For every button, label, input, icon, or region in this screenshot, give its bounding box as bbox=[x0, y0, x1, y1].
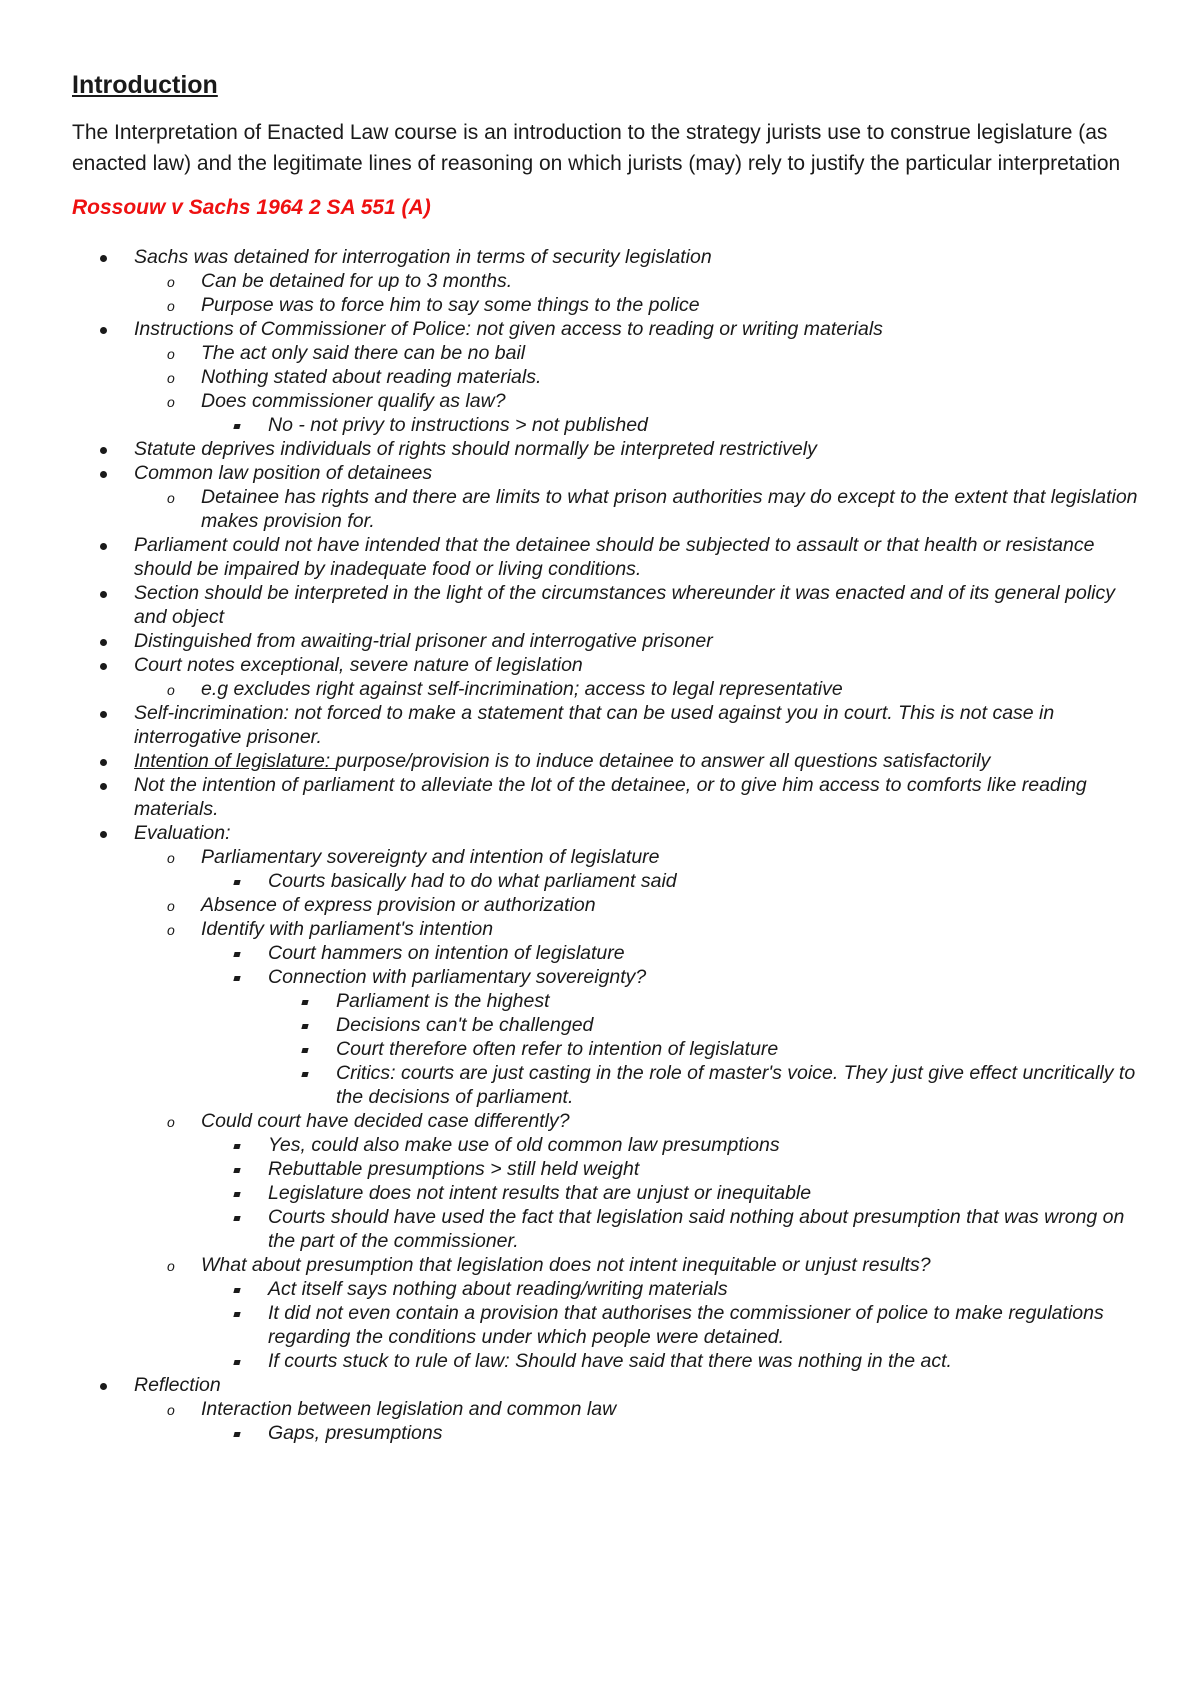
outline-item-text: No - not privy to instructions > not published bbox=[268, 414, 648, 436]
outline-item-text: Not the intention of parliament to alleviate the lot of the detainee, or to give him access to comforts like reading materials. bbox=[134, 774, 1087, 820]
circle-bullet-icon: o bbox=[167, 298, 175, 314]
outline-item-text: Self-incrimination: not forced to make a statement that can be used against you in court. This is not case in interrogative prisoner. bbox=[134, 702, 1055, 748]
outline-item bbox=[72, 869, 1142, 893]
outline-item-text: Critics: courts are just casting in the role of master's voice. They just give effect uncritically to the decisions of parliament. bbox=[336, 1062, 1136, 1108]
outline-item-text: What about presumption that legislation does not intent inequitable or unjust results? bbox=[201, 1254, 931, 1276]
circle-bullet-icon: o bbox=[167, 922, 175, 938]
outline-item bbox=[72, 749, 1142, 773]
outline-item-text: If courts stuck to rule of law: Should have said that there was nothing in the act. bbox=[268, 1350, 952, 1372]
circle-bullet-icon: o bbox=[167, 682, 175, 698]
case-notes-outline bbox=[72, 245, 1142, 1445]
outline-item-text: Act itself says nothing about reading/writing materials bbox=[268, 1278, 728, 1300]
outline-item-text: Parliament could not have intended that the detainee should be subjected to assault or that health or resistance should be impaired by inadequate food or living conditions. bbox=[134, 534, 1095, 580]
circle-bullet-icon: o bbox=[167, 394, 175, 410]
outline-item bbox=[72, 1301, 1142, 1349]
outline-item-text: Parliament is the highest bbox=[336, 990, 550, 1012]
outline-item bbox=[72, 1205, 1142, 1253]
outline-item-underlined-text: Intention of legislature: bbox=[134, 750, 336, 772]
circle-bullet-icon: o bbox=[167, 346, 175, 362]
outline-item bbox=[72, 533, 1142, 581]
outline-item bbox=[72, 341, 1142, 365]
outline-item bbox=[72, 1181, 1142, 1205]
outline-item-text: Parliamentary sovereignty and intention of legislature bbox=[201, 846, 660, 868]
outline-item-text: Decisions can't be challenged bbox=[336, 1014, 594, 1036]
outline-item bbox=[72, 245, 1142, 269]
outline-item bbox=[72, 1061, 1142, 1109]
circle-bullet-icon: o bbox=[167, 1114, 175, 1130]
outline-item bbox=[72, 1397, 1142, 1421]
circle-bullet-icon: o bbox=[167, 1402, 175, 1418]
outline-item bbox=[72, 1373, 1142, 1397]
outline-item bbox=[72, 893, 1142, 917]
outline-item bbox=[72, 581, 1142, 629]
outline-item-text: Purpose was to force him to say some things to the police bbox=[201, 294, 700, 316]
outline-item bbox=[72, 677, 1142, 701]
outline-item bbox=[72, 1253, 1142, 1277]
outline-item-text: Courts basically had to do what parliament said bbox=[268, 870, 677, 892]
outline-item-text: Sachs was detained for interrogation in terms of security legislation bbox=[134, 246, 712, 268]
outline-item-text: Interaction between legislation and common law bbox=[201, 1398, 617, 1420]
outline-item-text: Distinguished from awaiting-trial prisoner and interrogative prisoner bbox=[134, 630, 713, 652]
outline-item-text: Absence of express provision or authorization bbox=[201, 894, 596, 916]
outline-item-text: Connection with parliamentary sovereignty? bbox=[268, 966, 647, 988]
outline-item-text: Rebuttable presumptions > still held weight bbox=[268, 1158, 640, 1180]
circle-bullet-icon: o bbox=[167, 370, 175, 386]
outline-item-text: Court therefore often refer to intention of legislature bbox=[336, 1038, 779, 1060]
outline-item-text: Common law position of detainees bbox=[134, 462, 433, 484]
outline-item bbox=[72, 1109, 1142, 1133]
circle-bullet-icon: o bbox=[167, 274, 175, 290]
outline-item bbox=[72, 461, 1142, 485]
intro-paragraph: The Interpretation of Enacted Law course is an introduction to the strategy jurists use to construe legislature (as enacted law) and the legitimate lines of reasoning on which jurists (may) rely to justify the particular interpretation bbox=[72, 121, 1121, 175]
outline-item-text: Identify with parliament's intention bbox=[201, 918, 494, 940]
outline-item-text: Legislature does not intent results that are unjust or inequitable bbox=[268, 1182, 812, 1204]
circle-bullet-icon: o bbox=[167, 1258, 175, 1274]
page-title: Introduction bbox=[72, 71, 218, 99]
outline-item bbox=[72, 1013, 1142, 1037]
document-page bbox=[72, 70, 1142, 1445]
circle-bullet-icon: o bbox=[167, 490, 175, 506]
outline-item-text: Section should be interpreted in the light of the circumstances whereunder it was enacted and of its general policy and object bbox=[134, 582, 1115, 628]
outline-item bbox=[72, 1349, 1142, 1373]
outline-item bbox=[72, 1277, 1142, 1301]
outline-item-text bbox=[134, 750, 990, 772]
outline-item bbox=[72, 917, 1142, 941]
outline-item bbox=[72, 293, 1142, 317]
outline-item-text: Reflection bbox=[134, 1374, 221, 1396]
outline-item-text: Courts should have used the fact that legislation said nothing about presumption that was wrong on the part of the commissioner. bbox=[268, 1206, 1125, 1252]
outline-item bbox=[72, 965, 1142, 989]
outline-item-text: Nothing stated about reading materials. bbox=[201, 366, 542, 388]
outline-item-text: Could court have decided case differently? bbox=[201, 1110, 570, 1132]
outline-item-text: The act only said there can be no bail bbox=[201, 342, 526, 364]
outline-item bbox=[72, 485, 1142, 533]
circle-bullet-icon: o bbox=[167, 898, 175, 914]
outline-item bbox=[72, 269, 1142, 293]
outline-item-text: Instructions of Commissioner of Police: not given access to reading or writing materials bbox=[134, 318, 883, 340]
outline-item-text: Does commissioner qualify as law? bbox=[201, 390, 506, 412]
outline-item-text: e.g excludes right against self-incrimination; access to legal representative bbox=[201, 678, 843, 700]
outline-item bbox=[72, 365, 1142, 389]
outline-item-text: Statute deprives individuals of rights should normally be interpreted restrictively bbox=[134, 438, 817, 460]
outline-item bbox=[72, 1157, 1142, 1181]
outline-item-text: Can be detained for up to 3 months. bbox=[201, 270, 513, 292]
outline-item bbox=[72, 629, 1142, 653]
outline-item-text: It did not even contain a provision that authorises the commissioner of police to make regulations regarding the conditions under which people were detained. bbox=[268, 1302, 1104, 1348]
outline-item bbox=[72, 1133, 1142, 1157]
outline-item bbox=[72, 821, 1142, 845]
outline-item bbox=[72, 653, 1142, 677]
case-heading: Rossouw v Sachs 1964 2 SA 551 (A) bbox=[72, 196, 431, 219]
outline-item bbox=[72, 701, 1142, 749]
outline-item-text: Yes, could also make use of old common law presumptions bbox=[268, 1134, 780, 1156]
outline-item bbox=[72, 941, 1142, 965]
outline-item bbox=[72, 773, 1142, 821]
outline-item-rest-text: purpose/provision is to induce detainee to answer all questions satisfactorily bbox=[335, 750, 991, 772]
outline-item-text: Gaps, presumptions bbox=[268, 1422, 443, 1444]
outline-item bbox=[72, 1421, 1142, 1445]
outline-item bbox=[72, 413, 1142, 437]
outline-item bbox=[72, 1037, 1142, 1061]
outline-item bbox=[72, 845, 1142, 869]
outline-item bbox=[72, 437, 1142, 461]
outline-item bbox=[72, 389, 1142, 413]
outline-item-text: Detainee has rights and there are limits to what prison authorities may do except to the extent that legislation makes provision for. bbox=[201, 486, 1138, 532]
outline-item bbox=[72, 317, 1142, 341]
circle-bullet-icon: o bbox=[167, 850, 175, 866]
outline-item-text: Evaluation: bbox=[134, 822, 231, 844]
outline-item-text: Court hammers on intention of legislature bbox=[268, 942, 625, 964]
outline-item bbox=[72, 989, 1142, 1013]
outline-item-text: Court notes exceptional, severe nature of legislation bbox=[134, 654, 583, 676]
